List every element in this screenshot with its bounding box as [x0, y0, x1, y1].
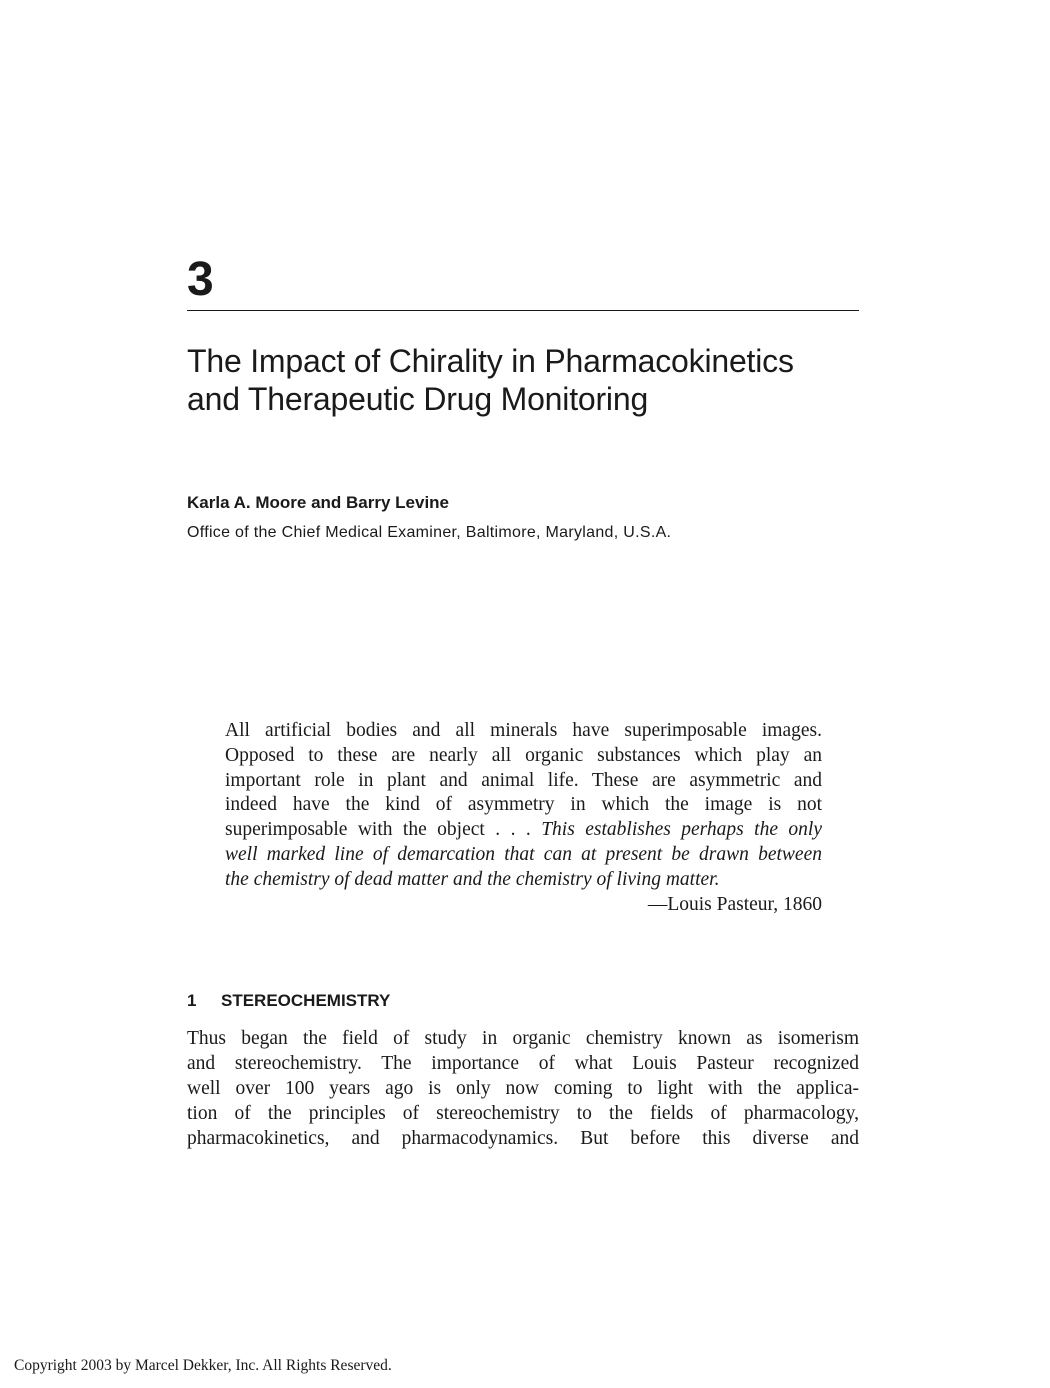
body-line: Thus began the field of study in organic chemistry known as isomerism — [187, 1028, 859, 1049]
epigraph-line: Opposed to these are nearly all organic substances which play an — [225, 744, 822, 766]
epigraph-roman-text: superimposable with the object . . . — [225, 819, 542, 841]
body-paragraph — [187, 1026, 859, 1151]
epigraph-line: indeed have the kind of asymmetry in which the image is not — [225, 794, 822, 816]
epigraph-italic-text: This establishes perhaps the only — [541, 819, 822, 841]
epigraph-attribution: —Louis Pasteur, 1860 — [647, 893, 822, 915]
epigraph-line — [225, 843, 822, 868]
chapter-number: 3 — [187, 253, 214, 306]
chapter-title — [187, 342, 867, 418]
epigraph-line — [225, 868, 822, 893]
body-line: well over 100 years ago is only now coming to light with the applica- — [187, 1078, 859, 1099]
body-line: and stereochemistry. The importance of what Louis Pasteur recognized — [187, 1053, 859, 1074]
epigraph-line: All artificial bodies and all minerals have superimposable images. — [225, 720, 822, 741]
epigraph — [225, 719, 822, 917]
epigraph-italic-text: the chemistry of dead matter and the chemistry of living matter. — [225, 868, 720, 890]
chapter-title-line: The Impact of Chirality in Pharmacokinetics — [187, 343, 794, 379]
body-line: tion of the principles of stereochemistry to the fields of pharmacology, — [187, 1103, 859, 1124]
section-title: STEREOCHEMISTRY — [221, 991, 391, 1010]
chapter-rule — [187, 310, 859, 311]
epigraph-line: important role in plant and animal life. These are asymmetric and — [225, 769, 822, 791]
epigraph-italic-text: well marked line of demarcation that can at present be drawn between — [225, 843, 822, 865]
section-number: 1 — [187, 991, 197, 1010]
copyright-notice: Copyright 2003 by Marcel Dekker, Inc. All Rights Reserved. — [14, 1357, 392, 1374]
epigraph-line — [225, 818, 822, 843]
affiliation: Office of the Chief Medical Examiner, Baltimore, Maryland, U.S.A. — [187, 524, 672, 541]
body-line: pharmacokinetics, and pharmacodynamics. But before this diverse and — [187, 1128, 859, 1149]
chapter-title-line: and Therapeutic Drug Monitoring — [187, 381, 649, 417]
authors: Karla A. Moore and Barry Levine — [187, 493, 450, 512]
section-heading — [187, 990, 390, 1012]
